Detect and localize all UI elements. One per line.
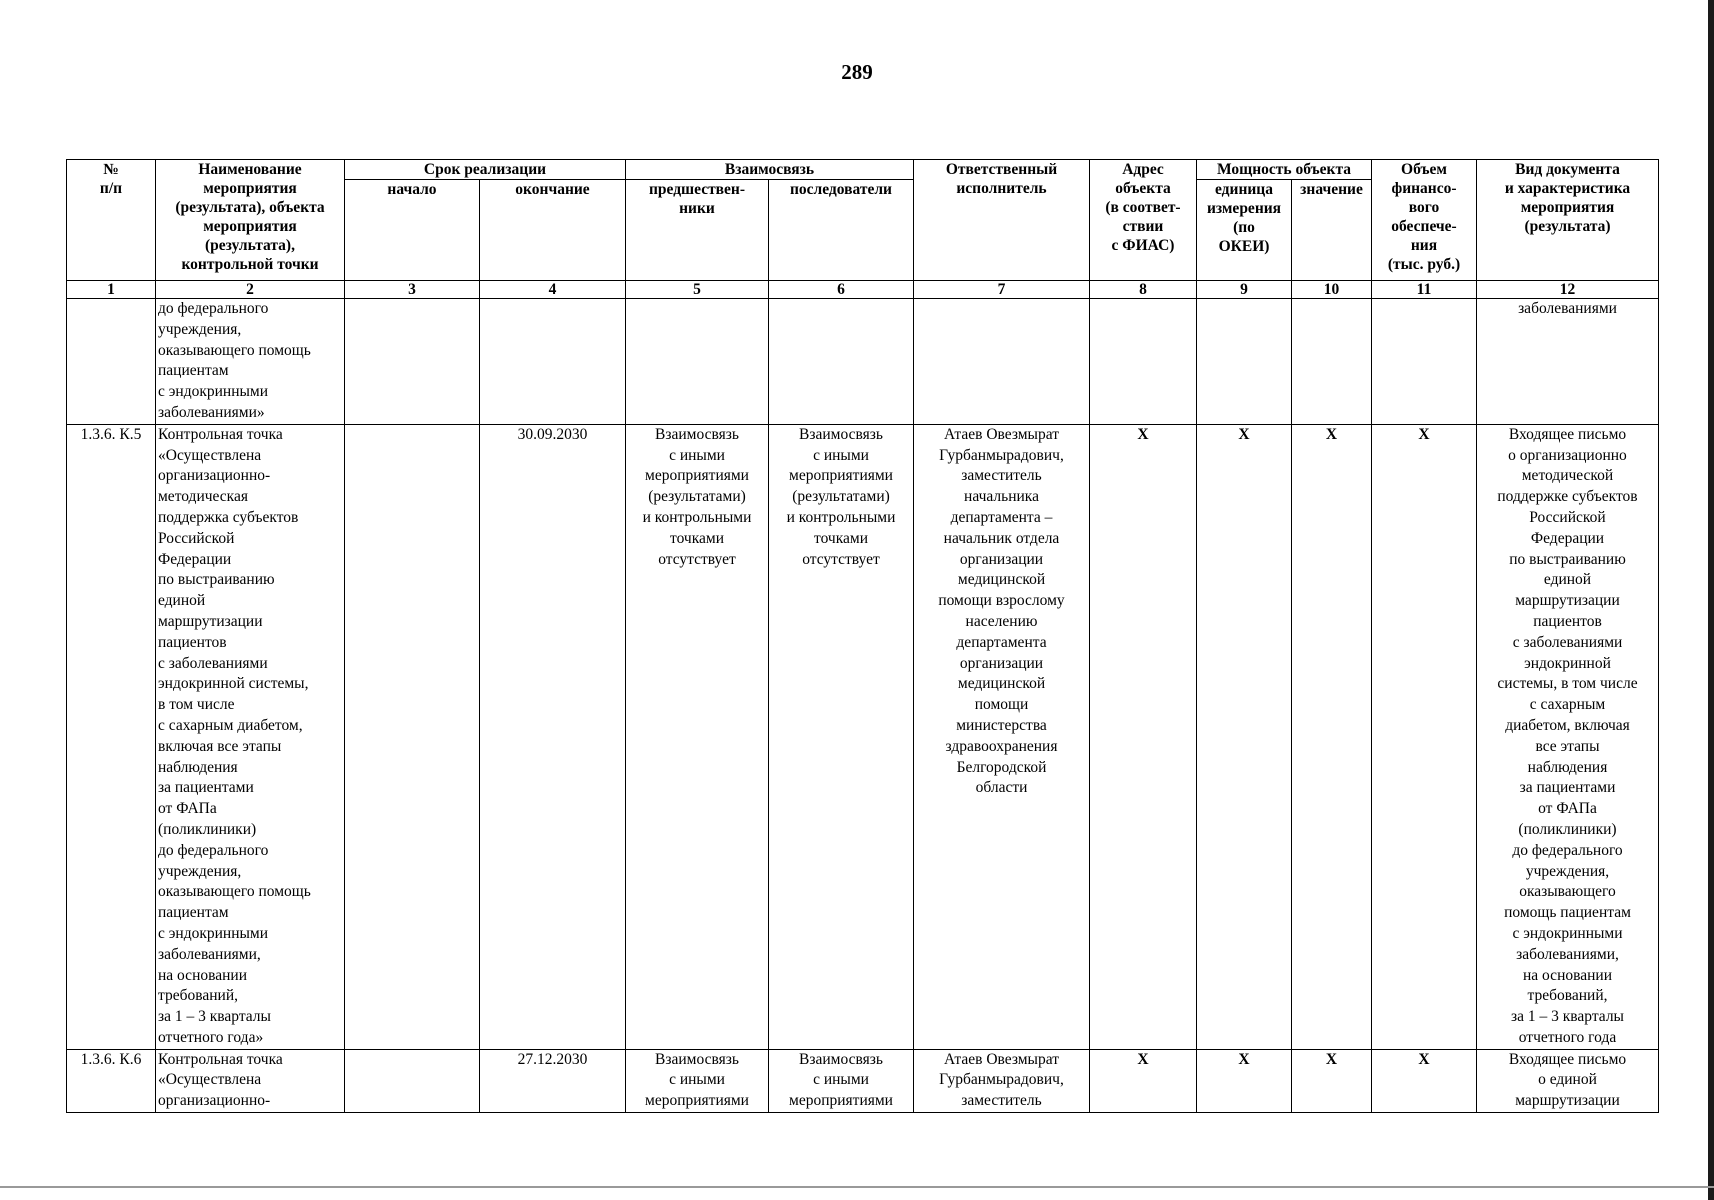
header-document: Вид документа и характеристика мероприятия (результата) [1477,160,1659,281]
row-document: заболеваниями [1477,299,1659,425]
row-value: Х [1292,424,1372,1049]
scan-edge [1708,0,1714,1200]
header-name: Наименование мероприятия (результата), объекта мероприятия (результата), контрольной точки [156,160,345,281]
row-end: 30.09.2030 [480,424,626,1049]
row-value: Х [1292,1049,1372,1112]
row-number [67,299,156,425]
column-number: 3 [345,281,480,299]
row-successors: Взаимосвязь с иными мероприятиями (результатами) и контрольными точками отсутствует [769,424,914,1049]
row-start [345,1049,480,1112]
row-unit: Х [1197,424,1292,1049]
column-number: 9 [1197,281,1292,299]
row-finance: Х [1372,424,1477,1049]
row-name: до федерального учреждения, оказывающего помощь пациентам с эндокринными заболеваниями» [156,299,345,425]
row-address [1090,299,1197,425]
row-name: Контрольная точка «Осуществлена организационно- методическая поддержка субъектов Российской Федерации по выстраиванию единой маршрутизации пациентов с заболеваниями эндокринной системы, в том числе с сахарным диабетом, включая все этапы наблюдения за пациентами от ФАПа (поликлиники) до федерального учреждения, оказывающего помощь пациентам с эндокринными заболеваниями, на основании требований, за 1 – 3 кварталы отчетного года» [156,424,345,1049]
implementation-plan-table [66,159,1659,1113]
column-number: 10 [1292,281,1372,299]
page-number: 289 [841,60,873,84]
page-bottom-edge [0,1186,1714,1188]
row-responsible [914,299,1090,425]
row-start [345,299,480,425]
column-number: 11 [1372,281,1477,299]
row-finance: Х [1372,1049,1477,1112]
table-row [67,1049,1659,1112]
header-unit: единица измерения (по ОКЕИ) [1197,180,1292,281]
table-row [67,299,1659,425]
header-finance: Объем финансо- вого обеспече- ния (тыс. руб.) [1372,160,1477,281]
column-number: 5 [626,281,769,299]
row-unit: Х [1197,1049,1292,1112]
row-successors: Взаимосвязь с иными мероприятиями [769,1049,914,1112]
header-group-term: Срок реализации [345,160,626,180]
row-name: Контрольная точка «Осуществлена организационно- [156,1049,345,1112]
row-responsible: Атаев Овезмырат Гурбанмырадович, заместитель [914,1049,1090,1112]
row-predecessors: Взаимосвязь с иными мероприятиями [626,1049,769,1112]
header-responsible: Ответственный исполнитель [914,160,1090,281]
column-number: 8 [1090,281,1197,299]
row-predecessors [626,299,769,425]
row-start [345,424,480,1049]
row-document: Входящее письмо о единой маршрутизации [1477,1049,1659,1112]
row-number: 1.3.6. К.5 [67,424,156,1049]
table-row [67,424,1659,1049]
row-finance [1372,299,1477,425]
column-number: 2 [156,281,345,299]
row-end [480,299,626,425]
row-value [1292,299,1372,425]
row-responsible: Атаев Овезмырат Гурбанмырадович, заместитель начальника департамента – начальник отдела организации медицинской помощи взрослому населению департамента организации медицинской помощи министерства здравоохранения Белгородской области [914,424,1090,1049]
header-start: начало [345,180,480,281]
column-number: 6 [769,281,914,299]
column-number: 7 [914,281,1090,299]
column-number: 12 [1477,281,1659,299]
row-successors [769,299,914,425]
header-value: значение [1292,180,1372,281]
row-end: 27.12.2030 [480,1049,626,1112]
header-row-1 [67,160,1659,180]
header-address: Адрес объекта (в соответ- ствии с ФИАС) [1090,160,1197,281]
header-end: окончание [480,180,626,281]
row-number: 1.3.6. К.6 [67,1049,156,1112]
header-predecessors: предшествен- ники [626,180,769,281]
header-number: № п/п [67,160,156,281]
column-number: 4 [480,281,626,299]
header-group-relationship: Взаимосвязь [626,160,914,180]
row-predecessors: Взаимосвязь с иными мероприятиями (результатами) и контрольными точками отсутствует [626,424,769,1049]
row-unit [1197,299,1292,425]
column-number-row [67,281,1659,299]
row-address: Х [1090,1049,1197,1112]
column-number: 1 [67,281,156,299]
row-address: Х [1090,424,1197,1049]
header-successors: последователи [769,180,914,281]
row-document: Входящее письмо о организационно методической поддержке субъектов Российской Федерации по выстраиванию единой маршрутизации пациентов с заболеваниями эндокринной системы, в том числе с сахарным диабетом, включая все этапы наблюдения за пациентами от ФАПа (поликлиники) до федерального учреждения, оказывающего помощь пациентам с эндокринными заболеваниями, на основании требований, за 1 – 3 кварталы отчетного года [1477,424,1659,1049]
header-group-capacity: Мощность объекта [1197,160,1372,180]
